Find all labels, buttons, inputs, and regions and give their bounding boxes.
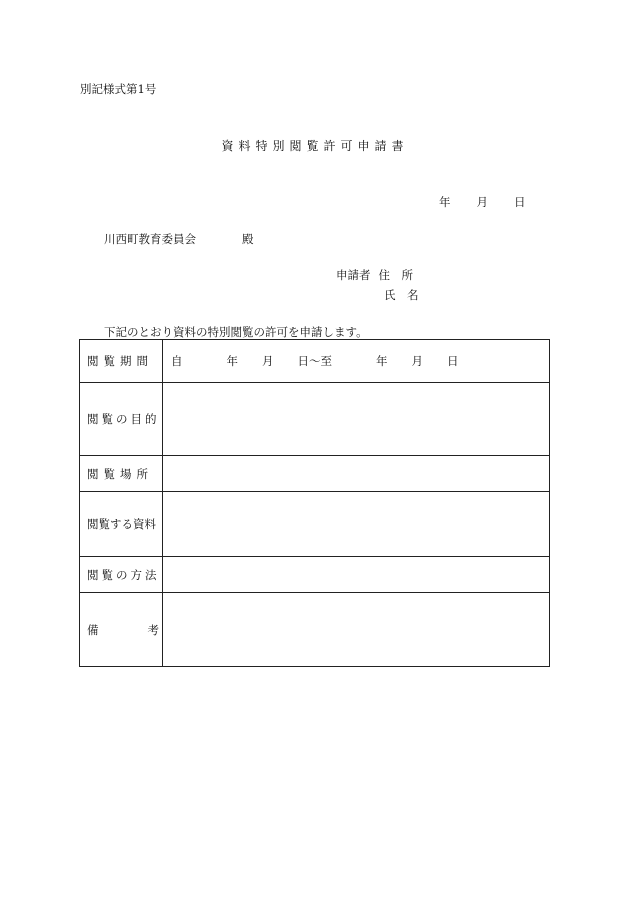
addressee-name: 川西町教育委員会 bbox=[104, 232, 196, 246]
date-year: 年 bbox=[439, 195, 451, 209]
purpose-field[interactable] bbox=[163, 383, 550, 456]
period-from: 自 bbox=[171, 354, 183, 368]
addressee-honorific: 殿 bbox=[242, 232, 254, 246]
form-title: 資料特別閲覧許可申請書 bbox=[221, 139, 409, 153]
row-label-materials: 閲覧する資料 bbox=[80, 492, 163, 557]
form-number: 別記様式第1号 bbox=[80, 82, 157, 96]
row-label-remarks bbox=[80, 593, 163, 667]
period-day2: 日 bbox=[447, 354, 459, 368]
row-label-period: 閲覧期間 bbox=[80, 340, 163, 383]
applicant-address-line bbox=[336, 267, 413, 283]
table-row bbox=[80, 340, 550, 383]
table-row bbox=[80, 383, 550, 456]
date-day: 日 bbox=[514, 195, 526, 209]
intro-text: 下記のとおり資料の特別閲覧の許可を申請します。 bbox=[104, 325, 368, 339]
table-row bbox=[80, 456, 550, 492]
applicant-name-label: 氏 名 bbox=[384, 288, 419, 302]
remarks-label-b: 考 bbox=[147, 622, 159, 637]
remarks-label-a: 備 bbox=[87, 622, 99, 637]
table-row bbox=[80, 492, 550, 557]
materials-field[interactable] bbox=[163, 492, 550, 557]
application-table bbox=[79, 339, 550, 667]
period-month2: 月 bbox=[411, 354, 423, 368]
applicant-label: 申請者 bbox=[336, 268, 371, 282]
period-day1-to: 日～至 bbox=[297, 354, 332, 368]
remarks-field[interactable] bbox=[163, 593, 550, 667]
date-month: 月 bbox=[476, 195, 488, 209]
period-year1: 年 bbox=[226, 354, 238, 368]
table-row bbox=[80, 557, 550, 593]
period-field[interactable] bbox=[163, 340, 550, 383]
table-row bbox=[80, 593, 550, 667]
period-year2: 年 bbox=[376, 354, 388, 368]
row-label-method: 閲覧の方法 bbox=[80, 557, 163, 593]
date-line bbox=[439, 194, 526, 210]
row-label-purpose: 閲覧の目的 bbox=[80, 383, 163, 456]
period-month1: 月 bbox=[262, 354, 274, 368]
row-label-place: 閲覧場所 bbox=[80, 456, 163, 492]
method-field[interactable] bbox=[163, 557, 550, 593]
applicant-address-label: 住 所 bbox=[378, 268, 413, 282]
place-field[interactable] bbox=[163, 456, 550, 492]
addressee bbox=[104, 231, 254, 247]
